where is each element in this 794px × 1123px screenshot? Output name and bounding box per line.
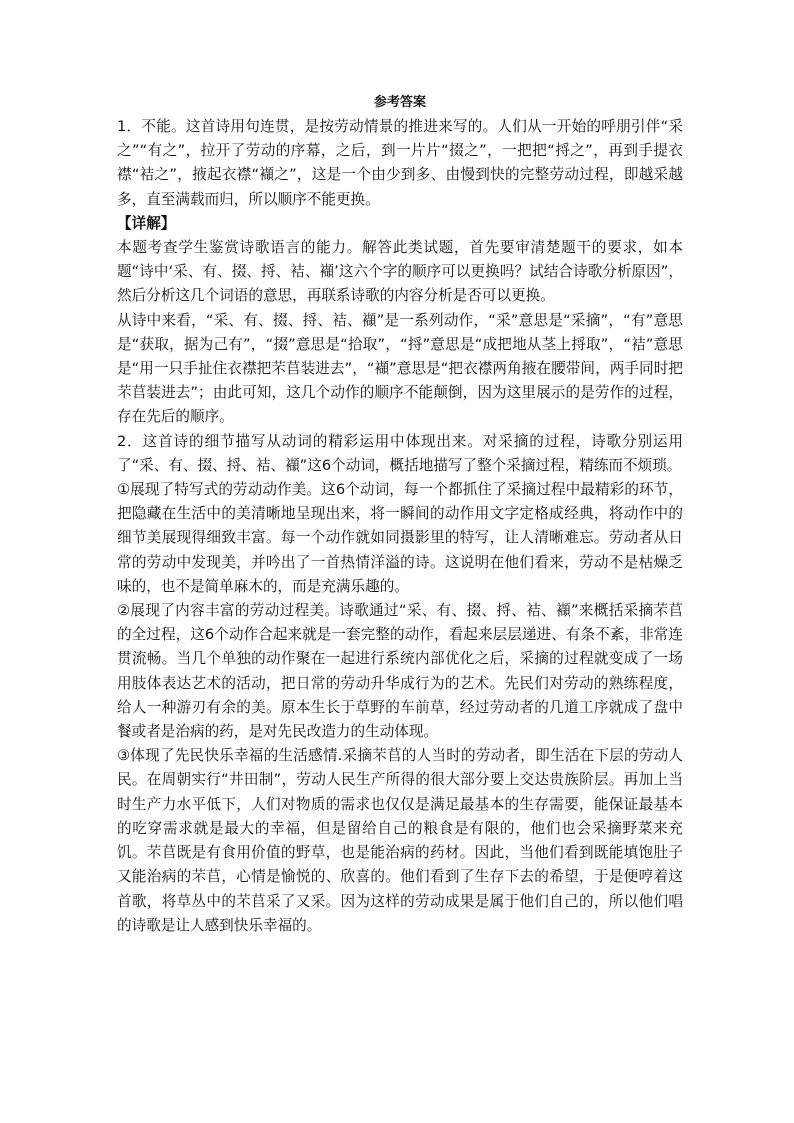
answer-2-point-2: ②展现了内容丰富的劳动过程美。诗歌通过“采、有、掇、捋、袺、襭”来概括采摘芣苢的全过程，这6个动作合起来就是一套完整的动作，看起来层层递进、有条不紊，非常连贯流畅。当几个单独的动作聚在一起进行系统内部优化之后，采摘的过程就变成了一场用肢体表达艺术的活动，把日常的劳动升华成行为的艺术。先民们对劳动的熟练程度，给人一种游刃有余的美。原本生长于草野的车前草，经过劳动者的几道工序就成了盘中餐或者是治病的药，是对先民改造力的生动体现。: [117, 602, 683, 741]
detail-paragraph-1: 本题考查学生鉴赏诗歌语言的能力。解答此类试题，首先要审清楚题干的要求，如本题“诗中‘采、有、掇、捋、袺、襭’这六个字的顺序可以更换吗？试结合诗歌分析原因”，然后分析这几个词语的意思，再联系诗歌的内容分析是否可以更换。: [117, 239, 683, 305]
answer-2: 2．这首诗的细节描写从动词的精彩运用中体现出来。对采摘的过程，诗歌分别运用了“采、有、掇、捋、袺、襭”这6个动词，概括地描写了整个采摘过程，精练而不烦琐。: [117, 432, 683, 474]
answer-1: 1．不能。这首诗用句连贯，是按劳动情景的推进来写的。人们从一开始的呼朋引伴“采之”“有之”，拉开了劳动的序幕，之后，到一片片“掇之”，一把把“捋之”，再到手提衣襟“袺之”，掖起衣襟“襭之”，这是一个由少到多、由慢到快的完整劳动过程，即越采越多，直至满载而归，所以顺序不能更换。: [117, 118, 683, 208]
answer-document: [117, 93, 683, 938]
detail-heading: 【详解】: [117, 214, 176, 232]
page-title: 参考答案: [373, 95, 426, 110]
detail-paragraph-2: 从诗中来看，“采、有、掇、捋、袺、襭”是一系列动作，“采”意思是“采摘”，“有”意思是“获取，据为己有”，“掇”意思是“拾取”，“捋”意思是“成把地从茎上捋取”，“袺”意思是“用一只手扯住衣襟把芣苢装进去”，“襭”意思是“把衣襟两角掖在腰带间，两手同时把芣苢装进去”；由此可知，这几个动作的顺序不能颠倒，因为这里展示的是劳作的过程，存在先后的顺序。: [117, 311, 683, 426]
answer-2-point-1: ①展现了特写式的劳动动作美。这6个动词，每一个都抓住了采摘过程中最精彩的环节，把隐藏在生活中的美清晰地呈现出来，将一瞬间的动作用文字定格成经典，将动作中的细节美展现得细致丰富。每一个动作就如同摄影里的特写，让人清晰难忘。劳动者从日常的劳动中发现美，并吟出了一首热情洋溢的诗。这说明在他们看来，劳动不是枯燥乏味的，也不是简单麻木的，而是充满乐趣的。: [117, 481, 683, 595]
answer-2-point-3: ③体现了先民快乐幸福的生活感情.采摘芣苢的人当时的劳动者，即生活在下层的劳动人民。在周朝实行“井田制”，劳动人民生产所得的很大部分要上交达贵族阶层。再加上当时生产力水平低下，人们对物质的需求也仅仅是满足最基本的生存需要，能保证最基本的吃穿需求就是最大的幸福，但是留给自己的粮食是有限的，他们也会采摘野菜来充饥。芣苢既是有食用价值的野草，也是能治病的药材。因此，当他们看到既能填饱肚子又能治病的芣苢，心情是愉悦的、欣喜的。他们看到了生存下去的希望，于是便哼着这首歌，将草丛中的芣苢采了又采。因为这样的劳动成果是属于他们自己的，所以他们唱的诗歌是让人感到快乐幸福的。: [117, 747, 683, 934]
